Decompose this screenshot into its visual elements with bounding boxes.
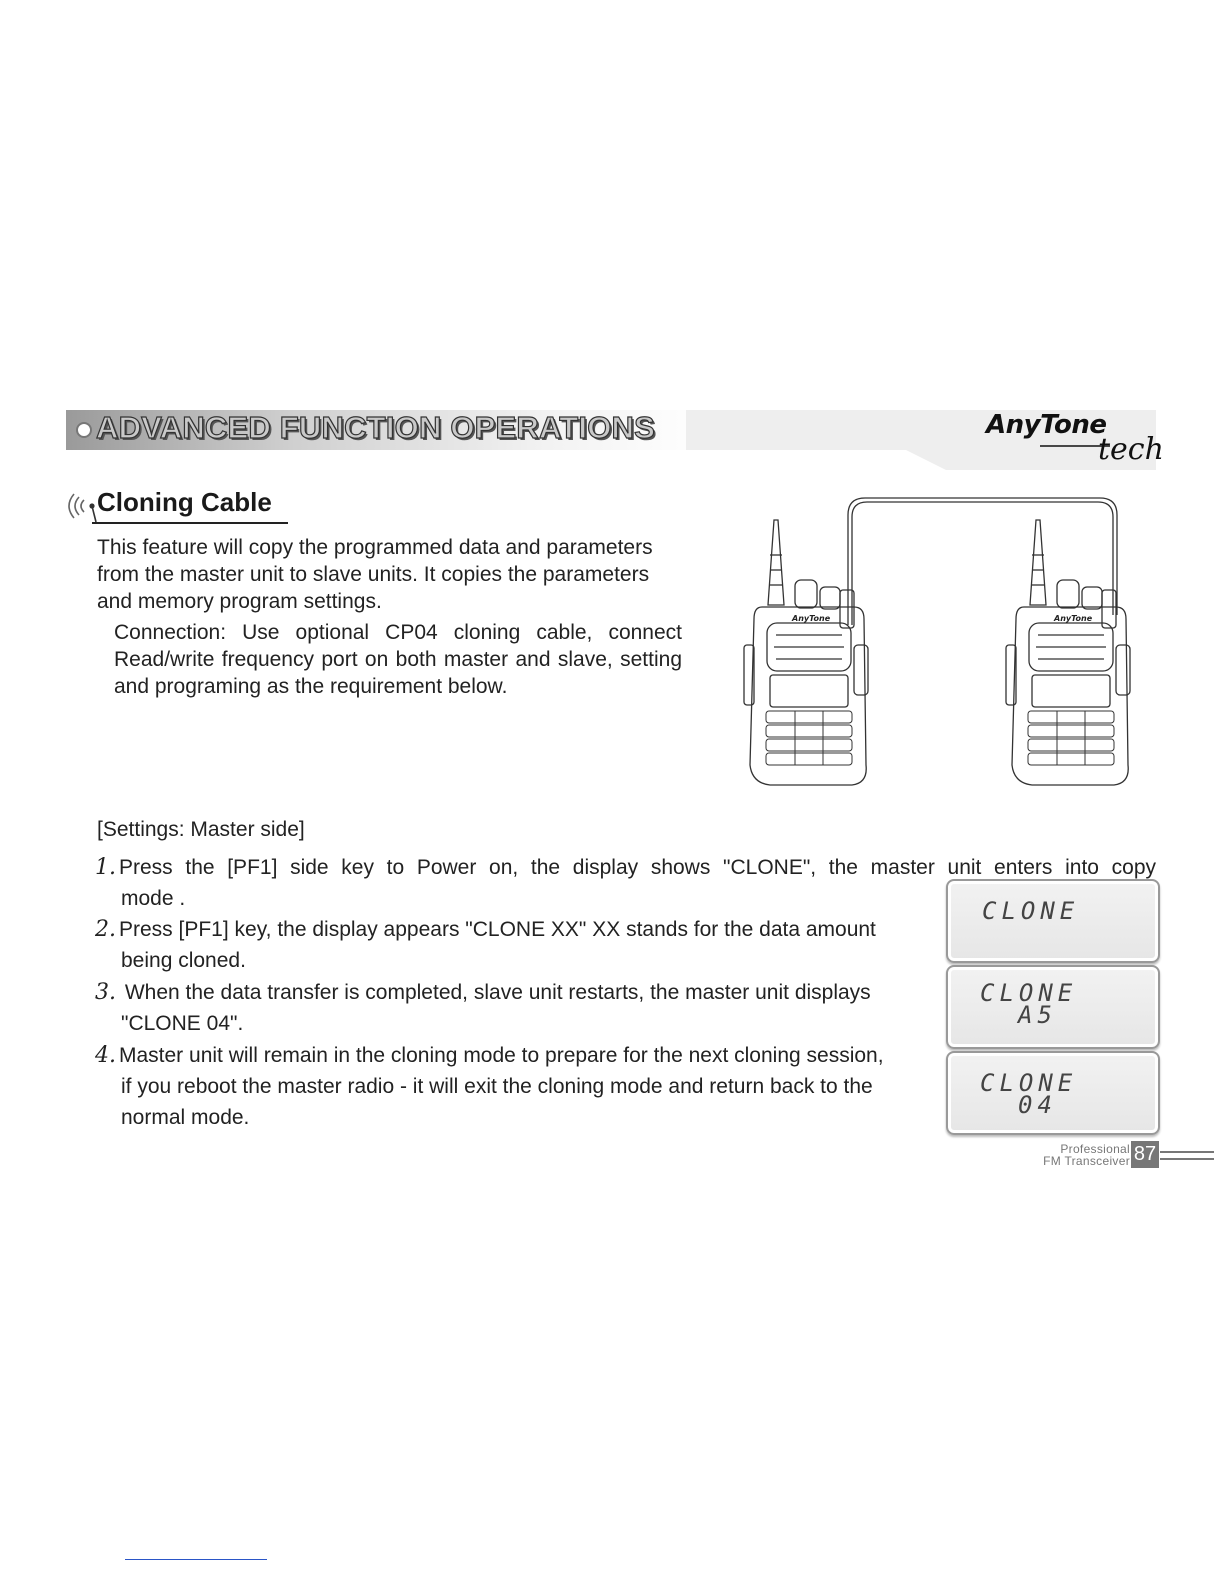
slave-radio-icon bbox=[1006, 520, 1130, 785]
step-text: When the data transfer is completed, slave unit restarts, the master unit displays bbox=[119, 981, 871, 1004]
footer-rule-icon bbox=[1160, 1149, 1214, 1163]
footer-product-label bbox=[1000, 1143, 1130, 1167]
header-bullet-icon bbox=[76, 422, 92, 438]
step-text: mode . bbox=[121, 887, 186, 910]
step-text: Press [PF1] key, the display appears "CLONE XX" XX stands for the data amount bbox=[119, 918, 876, 941]
step-number: 3. bbox=[95, 980, 116, 1005]
radio-brand-label: AnyTone bbox=[792, 614, 831, 623]
step-3 bbox=[95, 977, 931, 1039]
cloning-cable-illustration bbox=[740, 495, 1140, 790]
step-text: being cloned. bbox=[121, 949, 246, 972]
section-title-underline bbox=[92, 522, 288, 524]
footer-line: FM Transceiver bbox=[1043, 1154, 1130, 1168]
step-text: Master unit will remain in the cloning mode to prepare for the next cloning session, bbox=[119, 1044, 884, 1067]
lcd-line: CLONE bbox=[982, 897, 1080, 925]
logo-underline-icon bbox=[1040, 444, 1110, 448]
step-text: if you reboot the master radio - it will exit the cloning mode and return back to the bbox=[121, 1075, 873, 1098]
lcd-display-clone-04 bbox=[946, 1051, 1160, 1135]
connection-paragraph: Connection: Use optional CP04 cloning cable, connect Read/write frequency port on both master and slave, setting and programing as the requirement below. bbox=[114, 621, 682, 698]
lcd-line: 04 bbox=[1018, 1091, 1057, 1119]
radio-signal-icon bbox=[62, 488, 98, 524]
step-2 bbox=[95, 914, 931, 976]
step-text: normal mode. bbox=[121, 1106, 250, 1129]
lcd-line: CLONE bbox=[980, 1069, 1078, 1097]
brand-logo-sub: tech bbox=[1098, 432, 1164, 467]
footer-line: Professional bbox=[1060, 1142, 1130, 1156]
master-radio-icon bbox=[744, 520, 868, 785]
page-number: 87 bbox=[1131, 1141, 1159, 1168]
section-title: Cloning Cable bbox=[97, 487, 272, 517]
lcd-line: CLONE bbox=[980, 979, 1078, 1007]
step-text: Press the [PF1] side key to Power on, the display shows "CLONE", the master unit enters into copy bbox=[119, 856, 1156, 879]
lcd-display-clone bbox=[946, 879, 1160, 963]
step-text: "CLONE 04". bbox=[121, 1012, 244, 1035]
page-title: ADVANCED FUNCTION OPERATIONS bbox=[96, 410, 656, 445]
lcd-line: A5 bbox=[1018, 1001, 1057, 1029]
step-4 bbox=[95, 1040, 931, 1133]
radio-brand-label: AnyTone bbox=[1054, 614, 1093, 623]
bottom-divider bbox=[125, 1559, 267, 1560]
brand-logo: AnyTone bbox=[986, 410, 1107, 440]
intro-paragraph: This feature will copy the programmed data and parameters from the master unit to slave units. It copies the parameters and memory program settings. bbox=[97, 536, 653, 613]
lcd-display-clone-a5 bbox=[946, 965, 1160, 1049]
settings-label: [Settings: Master side] bbox=[97, 818, 305, 841]
step-number: 4. bbox=[95, 1043, 116, 1068]
step-number: 1. bbox=[95, 855, 116, 880]
step-number: 2. bbox=[95, 917, 116, 942]
